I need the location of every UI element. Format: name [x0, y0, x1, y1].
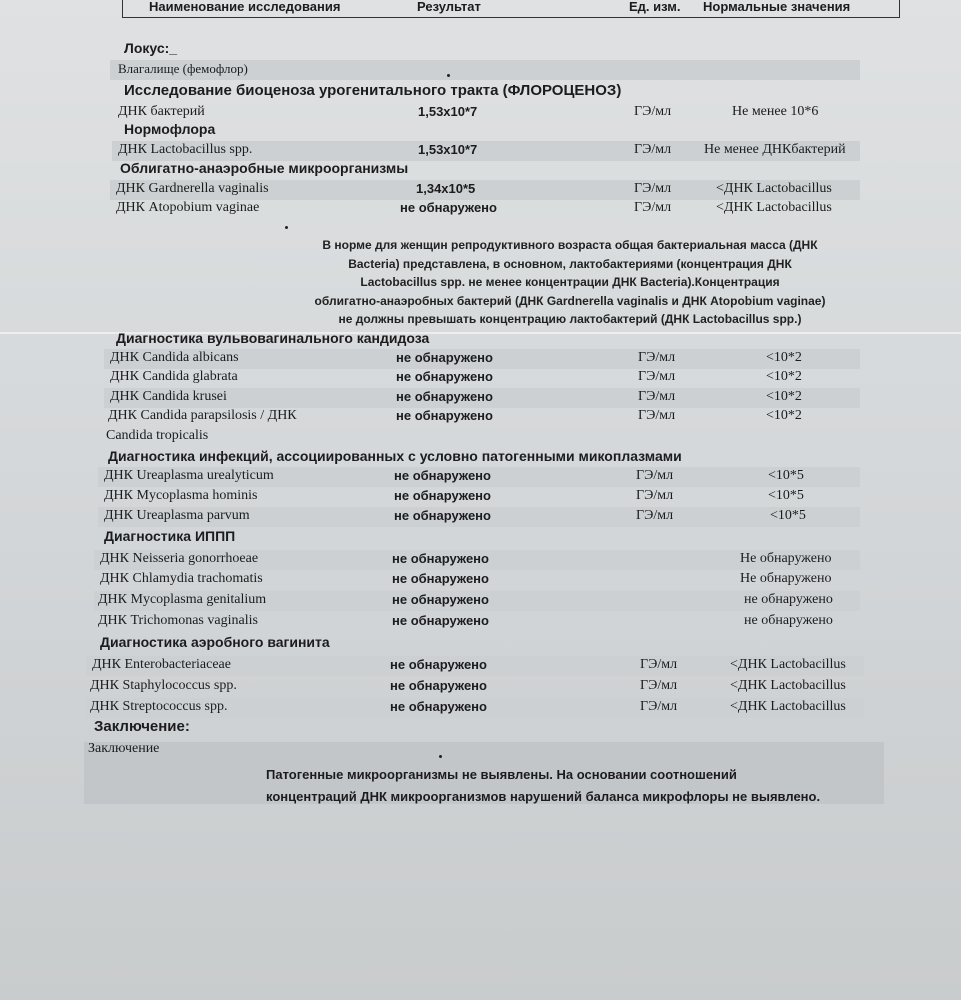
norm-value: не обнаружено: [744, 613, 833, 628]
result-value: не обнаружено: [394, 508, 491, 523]
mycoplasma-title: Диагностика инфекций, ассоциированных с условно патогенными микоплазмами: [108, 448, 682, 464]
table-row: [104, 349, 860, 369]
unit-value: ГЭ/мл: [636, 488, 674, 503]
norm-value: не обнаружено: [744, 592, 833, 607]
table-row: [94, 612, 860, 632]
unit-value: ГЭ/мл: [636, 468, 674, 483]
note-line: В норме для женщин репродуктивного возраста общая бактериальная масса (ДНК: [322, 238, 818, 252]
unit-value: ГЭ/мл: [638, 369, 676, 384]
header-name-column: Наименование исследования: [149, 0, 341, 14]
norm-value: <10*5: [770, 508, 806, 523]
anaerobes-title: Облигатно-анаэробные микроорганизмы: [120, 160, 409, 176]
result-value: не обнаружено: [396, 350, 493, 365]
table-row-continuation: [104, 427, 860, 447]
unit-value: ГЭ/мл: [634, 200, 672, 215]
speck-mark: [447, 74, 450, 77]
conclusion-title: Заключение:: [94, 718, 190, 735]
unit-value: ГЭ/мл: [640, 657, 678, 672]
norm-value: <ДНК Lactobacillus: [716, 181, 832, 196]
analyte-name: ДНК Candida parapsilosis / ДНК: [108, 408, 297, 423]
result-value: не обнаружено: [394, 468, 491, 483]
analyte-name: ДНК Trichomonas vaginalis: [98, 613, 258, 628]
analyte-name: ДНК Chlamydia trachomatis: [100, 571, 263, 586]
table-row: [104, 407, 860, 427]
norm-value: Не обнаружено: [740, 571, 832, 586]
conclusion-label: Заключение: [88, 741, 160, 756]
norm-value: Не менее 10*6: [732, 104, 819, 119]
unit-value: ГЭ/мл: [640, 699, 678, 714]
unit-value: ГЭ/мл: [634, 104, 672, 119]
normoflora-title: Нормофлора: [124, 121, 216, 137]
analyte-name: ДНК Ureaplasma parvum: [104, 508, 250, 523]
result-value: 1,53x10*7: [418, 142, 478, 157]
analyte-name: ДНК Candida albicans: [110, 350, 239, 365]
table-row: [86, 656, 864, 676]
candida-title: Диагностика вульвовагинального кандидоза: [116, 330, 430, 346]
table-row: [104, 368, 860, 388]
unit-value: ГЭ/мл: [634, 142, 672, 157]
locus-row: [110, 60, 860, 80]
result-value: не обнаружено: [396, 369, 493, 384]
conclusion-text: [266, 764, 906, 808]
analyte-name: ДНК Candida krusei: [110, 389, 227, 404]
analyte-name: ДНК Streptococcus spp.: [90, 699, 228, 714]
analyte-name: ДНК Mycoplasma hominis: [104, 488, 258, 503]
analyte-name: ДНК Staphylococcus spp.: [90, 678, 237, 693]
norm-value: <ДНК Lactobacillus: [730, 678, 846, 693]
analyte-name: ДНК Neisseria gonorrhoeae: [100, 551, 259, 566]
analyte-name-continuation: Candida tropicalis: [106, 428, 209, 443]
unit-value: ГЭ/мл: [634, 181, 672, 196]
table-header: [122, 0, 900, 18]
unit-value: ГЭ/мл: [636, 508, 674, 523]
table-row: [104, 388, 860, 408]
unit-value: ГЭ/мл: [640, 678, 678, 693]
norm-value: <10*5: [768, 468, 804, 483]
result-value: не обнаружено: [392, 571, 489, 586]
conclusion-line: концентраций ДНК микроорганизмов нарушений баланса микрофлоры не выявлено.: [266, 789, 821, 804]
result-value: 1,34x10*5: [416, 181, 476, 196]
norm-value: <ДНК Lactobacillus: [730, 657, 846, 672]
table-row: [110, 180, 860, 200]
norm-value: <10*2: [766, 350, 802, 365]
norm-value: <ДНК Lactobacillus: [716, 200, 832, 215]
result-value: не обнаружено: [396, 389, 493, 404]
analyte-name: ДНК Enterobacteriaceae: [92, 657, 231, 672]
reference-note: [270, 236, 870, 329]
result-value: не обнаружено: [390, 657, 487, 672]
unit-value: ГЭ/мл: [638, 389, 676, 404]
analyte-name: ДНК Candida glabrata: [110, 369, 238, 384]
header-norm-column: Нормальные значения: [703, 0, 851, 14]
table-row: [112, 141, 860, 161]
analyte-name: ДНК Mycoplasma genitalium: [98, 592, 267, 607]
analyte-name: ДНК Lactobacillus spp.: [118, 142, 253, 157]
result-value: не обнаружено: [394, 488, 491, 503]
ippp-title: Диагностика ИППП: [104, 528, 236, 544]
locus-value: Влагалище (фемофлор): [118, 61, 248, 76]
norm-value: Не менее ДНКбактерий: [704, 142, 846, 157]
speck-mark: [439, 755, 442, 758]
table-row: [86, 698, 864, 718]
result-value: 1,53x10*7: [418, 104, 478, 119]
aerobic-title: Диагностика аэробного вагинита: [100, 634, 330, 650]
table-row: [86, 677, 864, 697]
result-value: не обнаружено: [396, 408, 493, 423]
note-line: не должны превышать концентрацию лактобактерий (ДНК Lactobacillus spp.): [338, 312, 802, 326]
norm-value: <10*2: [766, 369, 802, 384]
norm-value: <10*5: [768, 488, 804, 503]
table-row: [112, 103, 860, 123]
speck-mark: [285, 226, 288, 229]
unit-value: ГЭ/мл: [638, 408, 676, 423]
header-result-column: Результат: [417, 0, 481, 14]
table-row: [98, 507, 860, 527]
table-row: [94, 591, 860, 611]
table-row: [94, 550, 860, 570]
note-line: Lactobacillus spp. не менее концентрации ДНК Bacteria).Концентрация: [360, 275, 780, 289]
table-row: [110, 199, 860, 219]
biocenosis-title: Исследование биоценоза урогенитального тракта (ФЛОРОЦЕНОЗ): [124, 82, 622, 99]
analyte-name: ДНК Atopobium vaginae: [116, 200, 260, 215]
analyte-name: ДНК Gardnerella vaginalis: [116, 181, 269, 196]
conclusion-line: Патогенные микроорганизмы не выявлены. На основании соотношений: [266, 767, 737, 782]
note-line: Bacteria) представлена, в основном, лактобактериями (концентрация ДНК: [348, 256, 792, 271]
analyte-name: ДНК Ureaplasma urealyticum: [104, 468, 274, 483]
result-value: не обнаружено: [392, 551, 489, 566]
note-line: облигатно-анаэробных бактерий (ДНК Gardnerella vaginalis и ДНК Atopobium vaginae): [314, 293, 826, 308]
table-row: [98, 467, 860, 487]
norm-value: <10*2: [766, 408, 802, 423]
result-value: не обнаружено: [400, 200, 497, 215]
table-row: [98, 487, 860, 507]
norm-value: Не обнаружено: [740, 551, 832, 566]
result-value: не обнаружено: [392, 592, 489, 607]
analyte-name: ДНК бактерий: [118, 104, 205, 119]
result-value: не обнаружено: [390, 699, 487, 714]
norm-value: <10*2: [766, 389, 802, 404]
unit-value: ГЭ/мл: [638, 350, 676, 365]
header-unit-column: Ед. изм.: [629, 0, 681, 14]
result-value: не обнаружено: [390, 678, 487, 693]
norm-value: <ДНК Lactobacillus: [730, 699, 846, 714]
result-value: не обнаружено: [392, 613, 489, 628]
table-row: [94, 570, 860, 590]
locus-label: Локус:_: [124, 40, 178, 56]
